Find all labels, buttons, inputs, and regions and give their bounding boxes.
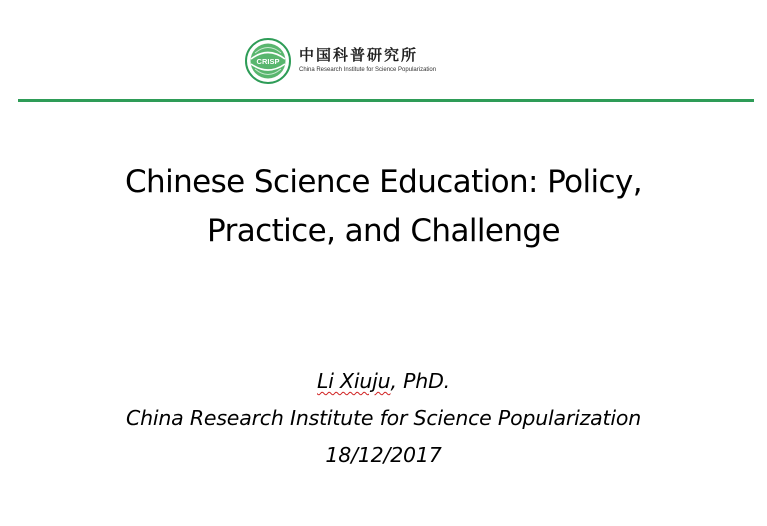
title-line-1: Chinese Science Education: Policy,: [125, 164, 642, 200]
institute-logo: [245, 38, 445, 84]
header-divider: [18, 99, 754, 102]
logo-chinese-name: 中国科普研究所: [299, 46, 419, 64]
author-line: [60, 363, 707, 400]
author-institution: China Research Institute for Science Popularization: [125, 406, 641, 430]
author-name: Li Xiuju: [317, 369, 391, 393]
title-line-2: Practice, and Challenge: [207, 213, 560, 249]
author-suffix: , PhD.: [390, 369, 450, 393]
crisp-emblem-icon: [245, 38, 291, 84]
emblem-text: CRISP: [256, 57, 280, 66]
presentation-date: 18/12/2017: [325, 443, 442, 467]
author-block: [60, 363, 707, 474]
logo-english-name: China Research Institute for Science Popularization: [299, 67, 437, 73]
slide-title: [60, 158, 707, 256]
